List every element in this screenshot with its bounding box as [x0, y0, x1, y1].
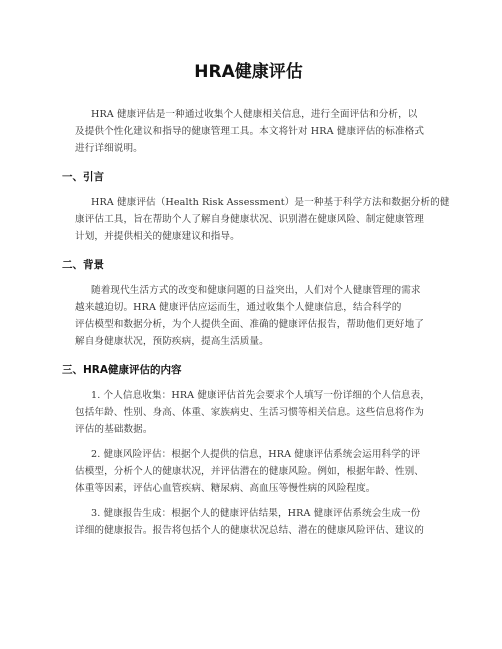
paragraph-line: 评估的基础数据。 — [75, 424, 153, 435]
paragraph-line: 随着现代生活方式的改变和健康问题的日益突出，人们对个人健康管理的需求 — [91, 285, 421, 296]
paragraph-line: 3. 健康报告生成：根据个人的健康评估结果，HRA 健康评估系统会生成一份 — [91, 508, 421, 519]
paragraph-line: 包括年龄、性别、身高、体重、家族病史、生活习惯等相关信息。这些信息将作为 — [75, 407, 424, 418]
intro-line: HRA 健康评估是一种通过收集个人健康相关信息，进行全面评估和分析，以 — [91, 109, 418, 120]
paragraph-line: 评估模型和数据分析，为个人提供全面、准确的健康评估报告，帮助他们更好地了 — [75, 319, 424, 330]
content-item — [75, 387, 442, 438]
document-title: HRA健康评估 — [194, 62, 303, 82]
intro-paragraph — [75, 106, 442, 157]
paragraph-line: 计划，并提供相关的健康建议和指导。 — [75, 231, 240, 242]
introduction-paragraph — [75, 194, 450, 245]
paragraph-line: 体重等因素，评估心血管疾病、糖尿病、高血压等慢性病的风险程度。 — [75, 483, 376, 494]
intro-line: 及提供个性化建议和指导的健康管理工具。本文将针对 HRA 健康评估的标准格式 — [75, 126, 425, 137]
background-paragraph — [75, 282, 442, 350]
intro-line: 进行详细说明。 — [75, 143, 143, 154]
paragraph-line: 估模型，分析个人的健康状况，并评估潜在的健康风险。例如，根据年龄、性别、 — [75, 466, 424, 477]
content-item — [75, 446, 442, 497]
paragraph-line: 解自身健康状况，预防疾病，提高生活质量。 — [75, 336, 269, 347]
paragraph-line: 1. 个人信息收集：HRA 健康评估首先会要求个人填写一份详细的个人信息表， — [91, 390, 430, 401]
paragraph-line: 越来越迫切。HRA 健康评估应运而生，通过收集个人健康信息，结合科学的 — [75, 302, 402, 313]
paragraph-line: HRA 健康评估（Health Risk Assessment）是一种基于科学方法和数据分析的健 — [91, 197, 450, 208]
content-item — [75, 505, 442, 539]
section-heading-introduction: 一、引言 — [62, 171, 104, 183]
paragraph-line: 康评估工具，旨在帮助个人了解自身健康状况、识别潜在健康风险、制定健康管理 — [75, 214, 424, 225]
paragraph-line: 详细的健康报告。报告将包括个人的健康状况总结、潜在的健康风险评估、建议的 — [75, 525, 424, 536]
section-heading-background: 二、背景 — [62, 259, 104, 271]
section-heading-content: 三、HRA健康评估的内容 — [62, 364, 182, 376]
paragraph-line: 2. 健康风险评估：根据个人提供的信息，HRA 健康评估系统会运用科学的评 — [91, 449, 421, 460]
